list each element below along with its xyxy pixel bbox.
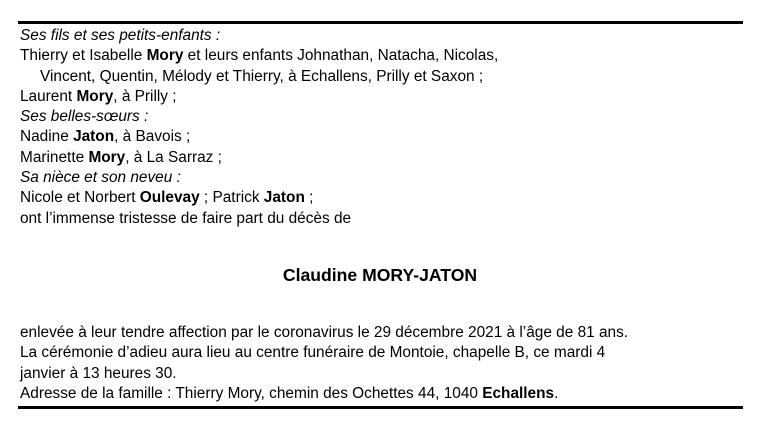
text: Nadine [20, 128, 74, 146]
details-line-ceremony: La cérémonie d’adieu aura lieu au centre funéraire de Montoie, chapelle B, ce mardi 4 [20, 344, 606, 362]
family-line-thierry [20, 46, 742, 66]
address-town: Echallens [482, 384, 555, 402]
family-line-marinette [20, 148, 742, 168]
sons-heading: Ses fils et ses petits-enfants : [20, 27, 221, 44]
deceased-name: Claudine MORY-JATON [282, 265, 478, 285]
text: . [554, 384, 559, 402]
family-name: Jaton [263, 189, 305, 207]
text: Marinette [20, 148, 89, 166]
text: , à Prilly ; [113, 87, 177, 105]
details-line-ceremony-date: janvier à 13 heures 30. [20, 364, 177, 382]
sisters-in-law-heading: Ses belles-sœurs : [20, 108, 149, 126]
family-name: Mory [146, 47, 184, 65]
text: , à La Sarraz ; [125, 148, 222, 166]
text: ; Patrick [199, 189, 264, 207]
details-line-death: enlevée à leur tendre affection par le coronavirus le 29 décembre 2021 à l’âge de 81 ans. [20, 324, 629, 341]
family-line-grandchildren: Vincent, Quentin, Mélody et Thierry, à Echallens, Prilly et Saxon ; [40, 67, 484, 85]
family-name: Oulevay [139, 189, 200, 207]
announcement-line: ont l’immense tristesse de faire part du décès de [20, 209, 352, 227]
family-section [20, 26, 742, 229]
text: et leurs enfants Johnathan, Natacha, Nicolas, [183, 47, 499, 65]
family-line-nadine [20, 127, 742, 147]
text: Nicole et Norbert [20, 189, 140, 207]
bottom-rule [18, 406, 743, 409]
text: , à Bavois ; [114, 128, 191, 146]
family-address [20, 384, 742, 404]
text: Thierry et Isabelle [20, 47, 147, 65]
text: ; [304, 189, 314, 207]
details-section [20, 323, 742, 404]
family-line-nicole-patrick [20, 188, 742, 208]
family-name: Mory [76, 87, 114, 105]
text: Adresse de la famille : Thierry Mory, chemin des Ochettes 44, 1040 [20, 384, 483, 402]
top-rule [18, 21, 743, 24]
niece-nephew-heading: Sa nièce et son neveu : [20, 169, 181, 187]
family-name: Mory [88, 148, 126, 166]
family-line-laurent [20, 87, 742, 107]
family-name: Jaton [73, 128, 115, 146]
text: Laurent [20, 87, 77, 105]
